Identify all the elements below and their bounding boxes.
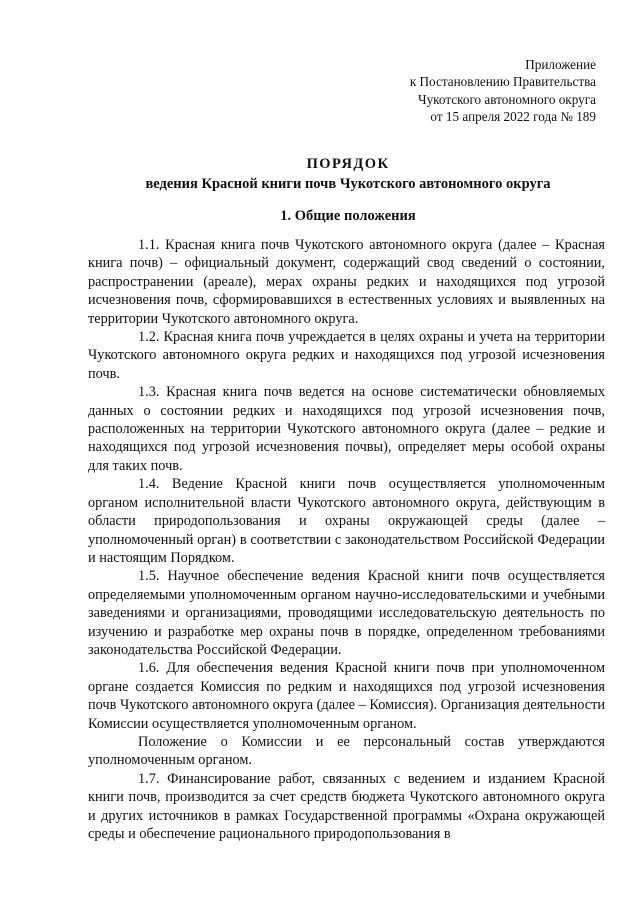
- paragraph-commission-regulation: Положение о Комиссии и ее персональный состав утверждаются уполномоченным органом.: [88, 733, 605, 769]
- document-body: [88, 236, 605, 843]
- paragraph-1-1: 1.1. Красная книга почв Чукотского автономного округа (далее – Красная книга почв) – официальный документ, содержащий свод сведений о состоянии, распространении (ареале), мерах охраны редких и находящихся под угрозой исчезновения почв, сформировавшихся в естественных условиях и выявленных на территории Чукотского автономного округа.: [88, 237, 605, 327]
- document-title: ПОРЯДОК: [306, 156, 390, 172]
- appendix-label: Приложение: [525, 57, 596, 72]
- paragraph-1-5: 1.5. Научное обеспечение ведения Красной книги почв осуществляется определяемыми уполномоченным органом научно-исследовательскими и учебными заведениями и организациями, проводящими исследовательскую деятельность по изучению и разработке мер охраны почв в порядке, определенном требованиями законодательства Российской Федерации.: [88, 568, 605, 658]
- paragraph-1-4: 1.4. Ведение Красной книги почв осуществляется уполномоченным органом исполнительной власти Чукотского автономного округа, действующим в области природопользования и охраны окружающей среды (далее – уполномоченный орган) в соответствии с законодательством Российской Федерации и настоящим Порядком.: [88, 476, 605, 566]
- appendix-date-number: от 15 апреля 2022 года № 189: [430, 108, 596, 124]
- document-title-block: [88, 154, 608, 194]
- paragraph-1-3: 1.3. Красная книга почв ведется на основе систематически обновляемых данных о состоянии редких и находящихся под угрозой исчезновения почв, расположенных на территории Чукотского автономного округа (далее – редкие и находящихся под угрозой исчезновения почвы), определяет меры особой охраны для таких почв.: [88, 384, 605, 474]
- document-subtitle: ведения Красной книги почв Чукотского автономного округа: [145, 176, 551, 192]
- appendix-resolution-ref: к Постановлению Правительства: [409, 74, 596, 90]
- appendix-region: Чукотского автономного округа: [418, 91, 596, 107]
- paragraph-1-2: 1.2. Красная книга почв учреждается в целях охраны и учета на территории Чукотского автономного округа редких и находящихся под угрозой исчезновения почв.: [88, 329, 605, 382]
- appendix-block: [356, 56, 596, 125]
- paragraph-1-7: 1.7. Финансирование работ, связанных с ведением и изданием Красной книги почв, производится за счет средств бюджета Чукотского автономного округа и других источников в рамках Государственной программы «Охрана окружающей среды и обеспечение рационального природопользования в: [88, 770, 605, 842]
- section-heading: 1. Общие положения: [280, 208, 416, 224]
- paragraph-1-6: 1.6. Для обеспечения ведения Красной книги почв при уполномоченном органе создается Комиссия по редким и находящихся под угрозой исчезновения почв Чукотского автономного округа (далее – Комиссия). Организация деятельности Комиссии осуществляется уполномоченным органом.: [88, 660, 605, 732]
